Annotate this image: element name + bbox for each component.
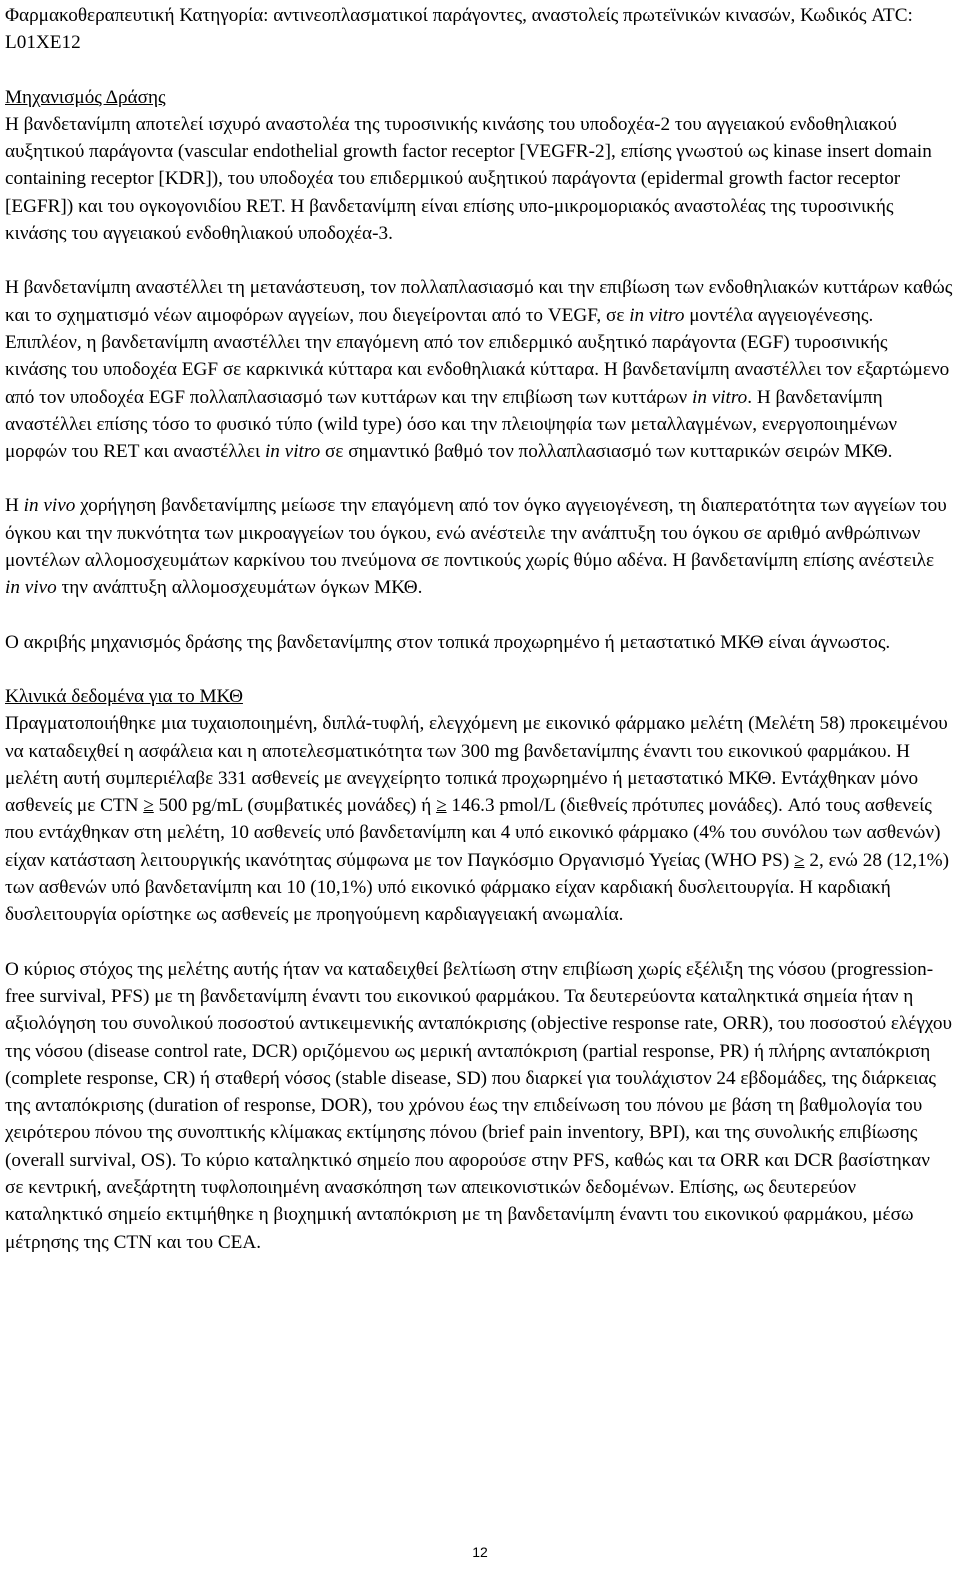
spacer [5, 247, 953, 274]
mechanism-paragraph-1: Η βανδετανίμπη αποτελεί ισχυρό αναστολέα της τυροσινικής κινάσης του υποδοχέα-2 του αγγειακού ενδοθηλιακού αυξητικού παράγοντα (vascular endothelial growth factor receptor [VEGFR-2], επίσης γνωστού ως kinase insert domain containing receptor [KDR]), του υποδοχέα του επιδερμικού αυξητικού παράγοντα (epidermal growth factor receptor [EGFR]) και του ογκογονιδίου RET. Η βανδετανίμπη είναι επίσης υπο-μικρομοριακός αναστολέας της τυροσινικής κινάσης του αγγειακού ενδοθηλιακού υποδοχέα-3. [5, 113, 932, 245]
geq-symbol: ≥ [436, 795, 447, 817]
clinical-heading: Κλινικά δεδομένα για το ΜΚΘ [5, 685, 243, 707]
italic-term: in vivo [23, 495, 76, 517]
italic-term: in vitro [629, 304, 685, 326]
text-run: Η βανδετανίμπη αναστέλλει τη μετανάστευση, τον πολλαπλασιασμό και την επιβίωση των ενδοθηλιακών κυττάρων καθώς και το σχηματισμό νέων αιμοφόρων αγγείων, που διεγείρονται από το VEGF, σε [5, 277, 953, 326]
therapeutic-category: Φαρμακοθεραπευτική Κατηγορία: αντινεοπλασματικοί παράγοντες, αναστολείς πρωτεϊνικών κινασών, Κωδικός ATC: L01XE12 [5, 5, 913, 54]
geq-symbol: ≥ [143, 795, 154, 817]
mechanism-paragraph-2 [5, 274, 953, 465]
text-run: 500 pg/mL (συμβατικές μονάδες) ή [153, 795, 437, 817]
text-run: σε σημαντικό βαθμό τον πολλαπλασιασμό των κυτταρικών σειρών ΜΚΘ. [320, 441, 893, 463]
spacer [5, 57, 953, 84]
text-run: 146.3 pmol/L (διεθνείς πρότυπες μονάδες). Από τους ασθενείς που εντάχθηκαν στη μελέτη, 10 ασθενείς υπό βανδετανίμπη και 4 υπό εικονικό φάρμακο (4% του συνόλου των ασθενών) είχαν κατάσταση λειτουργικής ικανότητας σύμφωνα με τον Παγκόσμιο Οργανισμό Υγείας (WHO PS) [5, 795, 941, 871]
text-run: χορήγηση βανδετανίμπης μείωσε την επαγόμενη από τον όγκο αγγειογένεση, τη διαπερατότητα των αγγείων του όγκου και την πυκνότητα των μικροαγγείων του όγκου, ενώ ανέστειλε την ανάπτυξη του όγκου σε αριθμό ανθρώπινων μοντέλων αλλομοσχευμάτων καρκίνου του πνεύμονα σε ποντικούς χωρίς θύμο αδένα. Η βανδετανίμπη επίσης ανέστειλε [5, 495, 947, 572]
spacer [5, 465, 953, 492]
text-run: μοντέλα αγγειογένεσης. Επιπλέον, η βανδετανίμπη αναστέλλει την επαγόμενη από τον επιδερμικό αυξητικό παράγοντα (EGF) τυροσινικής κινάσης του υποδοχέα EGF σε καρκινικά κύτταρα και ενδοθηλιακά κύτταρα. Η βανδετανίμπη αναστέλλει τον εξαρτώμενο από τον υποδοχέα EGF πολλαπλασιασμό των κυττάρων και την επιβίωση των κυττάρων [5, 304, 950, 408]
clinical-paragraph-2: Ο κύριος στόχος της μελέτης αυτής ήταν να καταδειχθεί βελτίωση στην επιβίωση χωρίς εξέλιξη της νόσου (progression-free survival, PFS) με τη βανδετανίμπη έναντι του εικονικού φαρμάκου. Τα δευτερεύοντα καταληκτικά σημεία ήταν η αξιολόγηση του συνολικού ποσοστού αντικειμενικής ανταπόκρισης (objective response rate, ORR), του ποσοστού ελέγχου της νόσου (disease control rate, DCR) οριζόμενου ως μερική ανταπόκριση (partial response, PR) ή πλήρης ανταπόκριση (complete response, CR) ή σταθερή νόσος (stable disease, SD) που διαρκεί για τουλάχιστον 24 εβδομάδες, της διάρκειας της ανταπόκρισης (duration of response, DOR), του χρόνου έως την επιδείνωση του πόνου με βάση τη βαθμολογία του χειρότερου πόνου της συνοπτικής κλίμακας εκτίμησης πόνου (brief pain inventory, BPI), και της συνολικής επιβίωσης (overall survival, OS). Το κύριο καταληκτικό σημείο που αφορούσε στην PFS, καθώς και τα ORR και DCR βασίστηκαν σε κεντρική, ανεξάρτητη τυφλοποιημένη ανασκόπηση των απεικονιστικών δεδομένων. Επίσης, ως δευτερεύον καταληκτικό σημείο εκτιμήθηκε η βιοχημική ανταπόκριση με τη βανδετανίμπη έναντι του εικονικού φαρμάκου, μέσω μέτρησης της CTN και του CEA. [5, 958, 952, 1253]
clinical-paragraph-1 [5, 710, 953, 928]
italic-term: in vitro [691, 386, 748, 408]
italic-term: in vivo [5, 577, 57, 599]
mechanism-paragraph-3 [5, 492, 953, 601]
spacer [5, 602, 953, 629]
text-run: Πραγματοποιήθηκε μια τυχαιοποιημένη, διπλά-τυφλή, ελεγχόμενη με εικονικό φάρμακο μελέτη (Μελέτη 58) προκειμένου να καταδειχθεί η ασφάλεια και η αποτελεσματικότητα των 300 mg βανδετανίμπης έναντι του εικονικού φαρμάκου. Η μελέτη αυτή συμπεριέλαβε 331 ασθενείς με ανεγχείρητο τοπικά προχωρημένο ή μεταστατικό ΜΚΘ. Εντάχθηκαν μόνο ασθενείς με CTN [5, 713, 948, 817]
page-number: 12 [472, 1544, 488, 1560]
document-page [5, 2, 953, 1256]
spacer [5, 656, 953, 683]
italic-term: in vitro [264, 441, 321, 463]
text-run: 2, ενώ 28 (12,1%) των ασθενών υπό βανδετανίμπη και 10 (10,1%) υπό εικονικό φάρμακο είχαν καρδιακή δυσλειτουργία. Η καρδιακή δυσλειτουργία ορίστηκε ως ασθενείς με προηγούμενη καρδιαγγειακή ανωμαλία. [5, 849, 950, 926]
geq-symbol: ≥ [794, 849, 805, 871]
text-run: Η [5, 495, 24, 517]
mechanism-paragraph-4: Ο ακριβής μηχανισμός δράσης της βανδετανίμπης στον τοπικά προχωρημένο ή μεταστατικό ΜΚΘ είναι άγνωστος. [5, 631, 891, 653]
spacer [5, 929, 953, 956]
text-run: την ανάπτυξη αλλομοσχευμάτων όγκων ΜΚΘ. [56, 577, 423, 599]
text-run: . Η βανδετανίμπη αναστέλλει επίσης τόσο το φυσικό τύπο (wild type) όσο και την πλειοψηφία των μεταλλαγμένων, ενεργοποιημένων μορφών του RET και αναστέλλει [5, 386, 898, 463]
mechanism-heading: Μηχανισμός Δράσης [5, 86, 166, 108]
